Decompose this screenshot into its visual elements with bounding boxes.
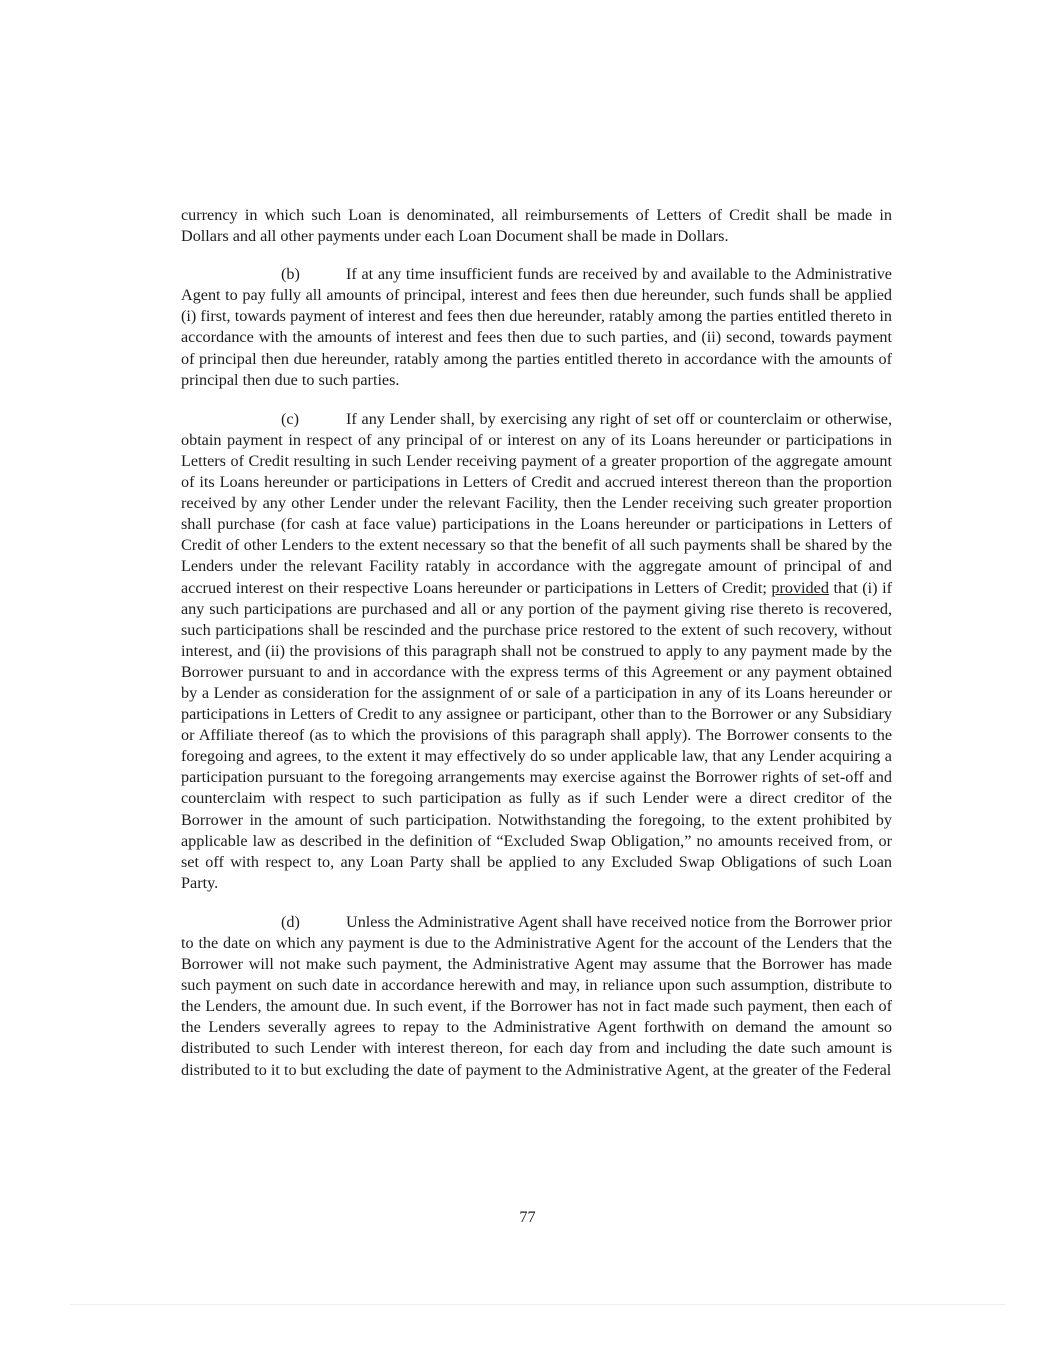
body-text <box>181 205 892 1081</box>
page-number: 77 <box>519 1208 536 1226</box>
provided-underlined-term: provided <box>771 578 829 597</box>
paragraph-continuation-text: currency in which such Loan is denominated, all reimbursements of Letters of Credit shall be made in Dollars and all other payments under each Loan Document shall be made in Dollars. <box>181 206 892 246</box>
paragraph-c-label: (c) <box>281 409 299 428</box>
paragraph-c-text-before: If any Lender shall, by exercising any right of set off or counterclaim or otherwise, obtain payment in respect of any principal of or interest on any of its Loans hereunder or participations in Letters of Credit resulting in such Lender receiving payment of a greater proportion of the aggregate amount of its Loans hereunder or participations in Letters of Credit and accrued interest thereon than the proportion received by any other Lender under the relevant Facility, then the Lender receiving such greater proportion shall purchase (for cash at face value) participations in the Loans hereunder or participations in Letters of Credit of other Lenders to the extent necessary so that the benefit of all such payments shall be shared by the Lenders under the relevant Facility ratably in accordance with the aggregate amount of principal of and accrued interest on their respective Loans hereunder or participations in Letters of Credit; <box>181 409 892 597</box>
paragraph-d <box>181 912 892 1081</box>
page-divider <box>70 1304 1005 1305</box>
paragraph-b <box>181 264 892 391</box>
paragraph-b-label: (b) <box>281 265 300 284</box>
paragraph-b-text: If at any time insufficient funds are received by and available to the Administrative Agent to pay fully all amounts of principal, interest and fees then due hereunder, such funds shall be applied (i) first, towards payment of interest and fees then due hereunder, ratably among the parties entitled thereto in accordance with the amounts of interest and fees then due to such parties, and (ii) second, towards payment of principal then due hereunder, ratably among the parties entitled thereto in accordance with the amounts of principal then due to such parties. <box>181 265 892 389</box>
paragraph-d-label: (d) <box>281 912 300 931</box>
paragraph-c-text-after: that (i) if any such participations are purchased and all or any portion of the payment giving rise thereto is recovered, such participations shall be rescinded and the purchase price restored to the extent of such recovery, without interest, and (ii) the provisions of this paragraph shall not be construed to apply to any payment made by the Borrower pursuant to and in accordance with the express terms of this Agreement or any payment obtained by a Lender as consideration for the assignment of or sale of a participation in any of its Loans hereunder or participations in Letters of Credit to any assignee or participant, other than to the Borrower or any Subsidiary or Affiliate thereof (as to which the provisions of this paragraph shall apply). The Borrower consents to the foregoing and agrees, to the extent it may effectively do so under applicable law, that any Lender acquiring a participation pursuant to the foregoing arrangements may exercise against the Borrower rights of set-off and counterclaim with respect to such participation as fully as if such Lender were a direct creditor of the Borrower in the amount of such participation. Notwithstanding the foregoing, to the extent prohibited by applicable law as described in the definition of “Excluded Swap Obligation,” no amounts received from, or set off with respect to, any Loan Party shall be applied to any Excluded Swap Obligations of such Loan Party. <box>181 578 893 892</box>
paragraph-continuation <box>181 205 892 247</box>
paragraph-c <box>181 409 892 894</box>
paragraph-d-text: Unless the Administrative Agent shall have received notice from the Borrower prior to the date on which any payment is due to the Administrative Agent for the account of the Lenders that the Borrower will not make such payment, the Administrative Agent may assume that the Borrower has made such payment on such date in accordance herewith and may, in reliance upon such assumption, distribute to the Lenders, the amount due. In such event, if the Borrower has not in fact made such payment, then each of the Lenders severally agrees to repay to the Administrative Agent forthwith on demand the amount so distributed to such Lender with interest thereon, for each day from and including the date such amount is distributed to it to but excluding the date of payment to the Administrative Agent, at the greater of the Federal <box>181 912 892 1079</box>
